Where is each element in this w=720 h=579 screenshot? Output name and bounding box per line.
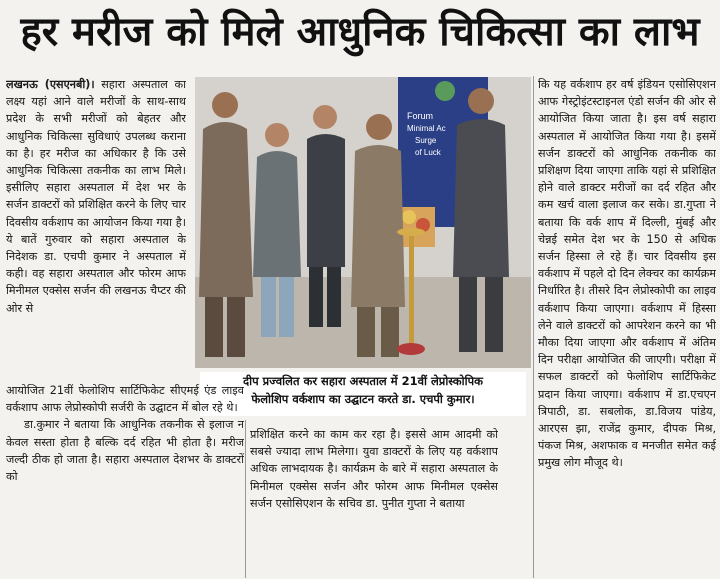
paragraph: डा.कुमार ने बताया कि आधुनिक तकनीक से इलाज न केवल सस्ता होता है बल्कि दर्द रहित भी होता है। मरीज जल्दी ठीक हो जाता है। सहारा अस्पताल देशभर के डाक्टरों को xyxy=(6,418,244,484)
column-divider xyxy=(533,76,534,578)
photo-caption xyxy=(200,372,526,416)
paragraph: कि यह वर्कशाप हर वर्ष इंडियन एसोसिएशन आफ गेस्ट्रोइंटस्टाइनल एंडो सर्जन की ओर से आयोजित किया जाता है। इस वर्ष सहारा अस्पताल में आयोजित किया गया है। इसमें सर्जन डाक्टरों को आधुनिक तकनीक का प्रशिक्षण दिया जाएगा ताकि यहां से प्रशिक्षित होने वाले डाक्टर मरीजों का दर्द रहित और कम खर्च वाला इलाज कर सके। डा.गुप्ता ने बताया कि वर्क शाप में दिल्ली, मुंबई और चेन्नई समेत देश भर के 150 से अधिक सर्जन हिस्सा ले रहे हैं। चार दिवसीय इस वर्कशाप में पहले दो दिन लेक्चर का कार्यक्रम निर्धारित है। तीसरे दिन लेप्रोस्कोपी का लाइव वर्कशाप किया जाएगा। वर्कशाप में हिस्सा लेने वाले डाक्टरों को आपरेशन करने का भी मौका दिया जाएगा और वर्कशाप में अंतिम दिन परीक्षा आयोजित की जाएगी। परीक्षा में सफल डाक्टरों को फेलोशिप सार्टिफिकेट प्रदान किया जाएगा। वर्कशाप में डा.एचएन त्रिपाठी, डा. सबलोक, डा.विजय पांडेय, आरएस झा, राजेंद्र कुमार, दीपक मिश्र, पंकज मिश्र, अशफाक व मनजीत समेत कई प्रमुख लोग मौजूद थे। xyxy=(538,78,716,470)
paragraph: आयोजित 21वीं फेलोशिप सार्टिफिकेट सीएमई एंड लाइव वर्कशाप आफ लेप्रोस्कोपी सर्जरी के उद्घाटन में बोल रहे थे। xyxy=(6,384,244,415)
article-column-1b xyxy=(6,382,244,578)
banner-line: Forum xyxy=(407,111,434,121)
article-column-2 xyxy=(250,426,498,578)
headline: हर मरीज को मिले आधुनिक चिकित्सा का लाभ xyxy=(20,9,700,55)
dateline: लखनऊ (एसएनबी)। xyxy=(6,78,95,91)
banner-line: Surge xyxy=(415,136,437,145)
caption-line: फेलोशिप वर्कशाप का उद्घाटन करते डा. एचपी कुमार। xyxy=(251,392,475,406)
paragraph: प्रशिक्षित करने का काम कर रहा है। इससे आम आदमी को सबसे ज्यादा लाभ मिलेगा। युवा डाक्टरों के लिए यह वर्कशाप अधिक लाभदायक है। कार्यक्रम के बारे में सहारा अस्पताल के मिनीमल एक्सेस सर्जन और फोरम आफ मिनीमल एक्सेस सर्जन एसोसिएशन के सचिव डा. पुनीत गुप्ता ने बताया xyxy=(250,428,498,510)
event-photo xyxy=(195,77,531,368)
article-column-3 xyxy=(538,76,716,578)
column-1-text: सहारा अस्पताल का लक्ष्य यहां आने वाले मरीजों के साथ-साथ प्रदेश के सभी मरीजों को बेहतर और आधुनिक चिकित्सा सुविधाएं उपलब्ध कराना का है। हर मरीज का अधिकार है कि उसे आधुनिक चिकित्सा तकनीक का लाभ मिले। इसीलिए सहारा अस्पताल में देश भर के सर्जन डाक्टरों को प्रशिक्षित करने के लिए चार दिवसीय वर्कशाप का आयोजन किया गया है। ये बातें गुरुवार को सहारा अस्पताल के निदेशक डा. एचपी कुमार ने अस्पताल में कही। वह सहारा अस्पताल और फोरम आफ मिनीमल एक्सेस सर्जन की लखनऊ चैप्टर की ओर से xyxy=(6,78,186,315)
column-divider xyxy=(245,420,246,578)
banner-line: Minimal Ac xyxy=(407,124,446,133)
article-column-1 xyxy=(6,76,186,374)
banner-line: of Luck xyxy=(415,148,441,157)
photo-illustration xyxy=(195,77,531,368)
caption-line: दीप प्रज्वलित कर सहारा अस्पताल में 21वीं लेप्रोस्कोपिक xyxy=(243,374,483,388)
